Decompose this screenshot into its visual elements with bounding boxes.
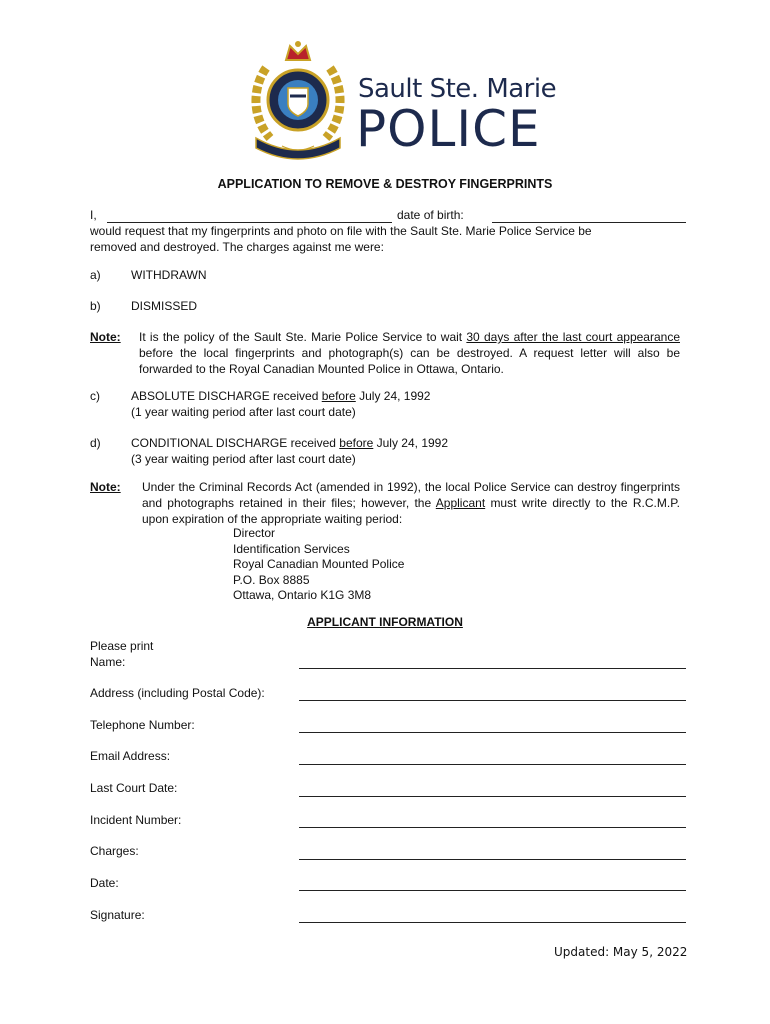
item-d-letter: d) xyxy=(90,436,101,450)
note2-pre: Under the Criminal Records Act (amended in 1992), the local Police Service can destroy fingerprints and photographs retained in their files; however, the xyxy=(142,480,680,510)
email-label: Email Address: xyxy=(90,749,171,763)
logo-line2: POLICE xyxy=(356,100,541,158)
note1-post: before the local fingerprints and photograph(s) can be destroyed. A request letter will also be forwarded to the Royal Canadian Mounted Police in Ottawa, Ontario. xyxy=(139,346,680,376)
intro-line3: removed and destroyed. The charges against me were: xyxy=(90,240,384,254)
item-c-post: July 24, 1992 xyxy=(355,389,431,403)
last-court-date-label: Last Court Date: xyxy=(90,781,178,795)
address-line: Director xyxy=(233,526,276,540)
charges-field[interactable] xyxy=(299,859,686,860)
note2-post: must write directly to the R.C.M.P. upon expiration of the appropriate waiting period: xyxy=(142,496,681,526)
intro-i-label: I, xyxy=(90,208,97,222)
item-c-sub: (1 year waiting period after last court date) xyxy=(131,405,356,419)
item-d-underline: before xyxy=(339,436,374,450)
item-b-text: DISMISSED xyxy=(131,299,198,313)
applicant-heading: APPLICANT INFORMATION xyxy=(307,615,463,629)
item-c-text xyxy=(131,389,430,403)
item-b-letter: b) xyxy=(90,299,101,313)
signature-field[interactable] xyxy=(299,922,686,923)
rcmp-address xyxy=(233,526,404,604)
address-line: Royal Canadian Mounted Police xyxy=(233,557,405,571)
date-label: Date: xyxy=(90,876,119,890)
email-field[interactable] xyxy=(299,764,686,765)
please-print-label: Please print xyxy=(90,639,154,653)
address-label: Address (including Postal Code): xyxy=(90,686,265,700)
item-c-pre: ABSOLUTE DISCHARGE received xyxy=(131,389,322,403)
signature-label: Signature: xyxy=(90,908,145,922)
logo-line1: Sault Ste. Marie xyxy=(358,74,557,104)
item-a-letter: a) xyxy=(90,268,101,282)
last-court-date-field[interactable] xyxy=(299,796,686,797)
item-a-text: WITHDRAWN xyxy=(131,268,207,282)
name-field[interactable] xyxy=(299,668,686,669)
date-of-birth-line[interactable] xyxy=(492,222,686,223)
item-d-text xyxy=(131,436,448,450)
police-crest-logo xyxy=(246,38,350,160)
form-title: APPLICATION TO REMOVE & DESTROY FINGERPRINTS xyxy=(217,177,553,191)
date-field[interactable] xyxy=(299,890,686,891)
address-line: Identification Services xyxy=(233,541,350,556)
updated-date: Updated: May 5, 2022 xyxy=(554,945,688,959)
note2-underline: Applicant xyxy=(435,496,486,510)
address-field[interactable] xyxy=(299,700,686,701)
incident-number-field[interactable] xyxy=(299,827,686,828)
item-c-letter: c) xyxy=(90,389,100,403)
note1-pre: It is the policy of the Sault Ste. Marie Police Service to wait xyxy=(139,330,467,344)
name-label: Name: xyxy=(90,655,126,669)
note1-label: Note: xyxy=(90,330,121,344)
intro-dob-label: date of birth: xyxy=(397,208,464,222)
address-line: P.O. Box 8885 xyxy=(233,572,310,587)
item-c-underline: before xyxy=(321,389,356,403)
note2-text xyxy=(142,479,680,527)
note1-text xyxy=(139,329,680,377)
applicant-name-line[interactable] xyxy=(107,222,392,223)
telephone-label: Telephone Number: xyxy=(90,718,195,732)
incident-number-label: Incident Number: xyxy=(90,813,182,827)
note1-underline: 30 days after the last court appearance xyxy=(466,330,680,344)
item-d-pre: CONDITIONAL DISCHARGE received xyxy=(131,436,340,450)
telephone-field[interactable] xyxy=(299,732,686,733)
charges-label: Charges: xyxy=(90,844,139,858)
intro-line2: would request that my fingerprints and photo on file with the Sault Ste. Marie Police Service be xyxy=(90,224,592,238)
address-line: Ottawa, Ontario K1G 3M8 xyxy=(233,588,372,602)
item-d-sub: (3 year waiting period after last court date) xyxy=(131,452,356,466)
item-d-post: July 24, 1992 xyxy=(373,436,449,450)
note2-label: Note: xyxy=(90,480,121,494)
